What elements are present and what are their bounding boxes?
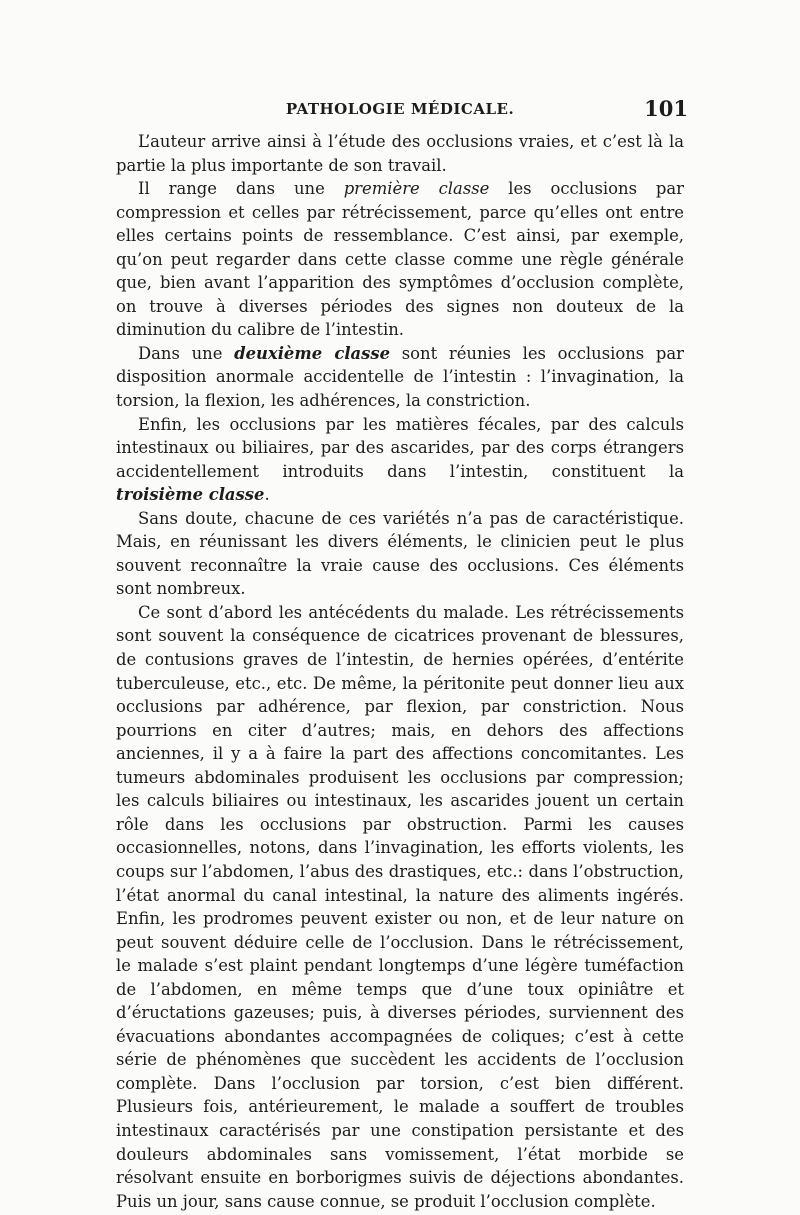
text-segment: . (264, 485, 270, 505)
paragraph-first-class (116, 177, 684, 342)
paragraph-third-class (116, 413, 684, 507)
emphasis-second-class: deuxième classe (234, 343, 391, 363)
text-segment: les occlusions par compression et celles par rétrécissement, parce qu’elles ont entre elles certains points de ressemblance. C’est ainsi, par exemple, qu’on peut regarder dans cette classe comme une règle générale que, bien avant l’apparition des symptômes d’occlusion complète, on trouve à diverses périodes des signes non douteux de la diminution du calibre de l’intestin. (116, 179, 684, 340)
text-segment: Enfin, les occlusions par les matières fécales, par des calculs intestinaux ou biliaires, par des ascarides, par des corps étrangers accidentellement introduits dans l’intestin, constituent la (116, 414, 684, 481)
paragraph-antecedents: Ce sont d’abord les antécédents du malade. Les rétrécissements sont souvent la conséquence de cicatrices provenant de blessures, de contusions graves de l’intestin, de hernies opérées, d’entérite tuberculeuse, etc., etc. De même, la péritonite peut donner lieu aux occlusions par adhérence, par flexion, par constriction. Nous pourrions en citer d’autres; mais, en dehors des affections anciennes, il y a à faire la part des affections concomitantes. Les tumeurs abdominales produisent les occlusions par compression; les calculs biliaires ou intestinaux, les ascarides jouent un certain rôle dans les occlusions par obstruction. Parmi les causes occasionnelles, notons, dans l’invagination, les efforts violents, les coups sur l’abdomen, l’abus des drastiques, etc.: dans l’obstruction, l’état anormal du canal intestinal, la nature des aliments ingérés. Enfin, les prodromes peuvent exister ou non, et de leur nature on peut souvent déduire celle de l’occlusion. Dans le rétrécissement, le malade s’est plaint pendant longtemps d’une légère tuméfaction de l’abdomen, en même temps que d’une toux opiniâtre et d’éructations gazeuses; puis, à diverses périodes, surviennent des évacuations abondantes accompagnées de coliques; c’est à cette série de phénomènes que succèdent les accidents de l’occlusion complète. Dans l’occlusion par torsion, c’est bien différent. Plusieurs fois, antérieurement, le malade a souffert de troubles intestinaux caractérisés par une constipation persistante et des douleurs abdominales sans vomissement, l’état morbide se résolvant ensuite en borborigmes suivis de déjections abondantes. Puis un jour, sans cause connue, se produit l’occlusion complète. (116, 602, 684, 1211)
page-header (116, 96, 688, 126)
text-segment: Dans une (138, 343, 235, 363)
paragraph-intro: L’auteur arrive ainsi à l’étude des occlusions vraies, et c’est là la partie la plus importante de son travail. (116, 132, 684, 175)
text-segment: sont réunies les occlusions par disposition anormale accidentelle de l’intestin : l’invagination, la torsion, la flexion, les adhérences, la constriction. (116, 343, 684, 411)
body-text (116, 130, 684, 1213)
book-page (116, 96, 688, 1213)
text-segment: Il range dans une (138, 179, 344, 199)
emphasis-third-class: troisième classe (116, 485, 265, 505)
paragraph-diagnosis: Sans doute, chacune de ces variétés n’a pas de caractéristique. Mais, en réunissant les divers éléments, le clinicien peut le plus souvent reconnaître la vraie cause des occlusions. Ces éléments sont nombreux. (116, 508, 684, 599)
emphasis-first-class: première classe (343, 179, 490, 199)
paragraph-second-class (116, 342, 684, 413)
running-title: PATHOLOGIE MÉDICALE. (285, 100, 515, 118)
page-number: 101 (644, 96, 688, 121)
